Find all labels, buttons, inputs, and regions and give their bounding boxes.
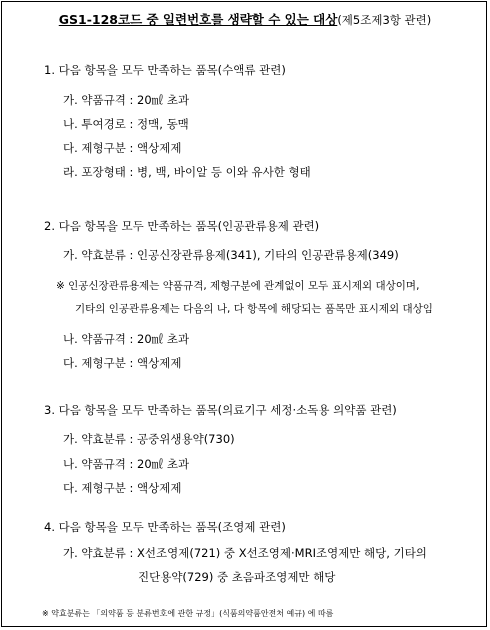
page-title: [0, 10, 490, 28]
section-2-item-a: 가. 약효분류 : 인공신장관류용제(341), 기타의 인공관류용제(349): [63, 248, 399, 262]
section-1-item-b: 나. 투여경로 : 정맥, 동맥: [63, 117, 189, 131]
section-2-heading: 2. 다음 항목을 모두 만족하는 품목(인공관류용제 관련): [44, 219, 320, 233]
title-emphasis: GS1-128코드 중 일련번호를 생략할 수 있는 대상: [58, 12, 338, 27]
section-4-heading: 4. 다음 항목을 모두 만족하는 품목(조영제 관련): [44, 520, 286, 534]
section-2-item-b: 나. 약품규격 : 20㎖ 초과: [63, 332, 190, 346]
section-1-item-c: 다. 제형구분 : 액상제제: [63, 141, 182, 155]
section-1-heading: 1. 다음 항목을 모두 만족하는 품목(수액류 관련): [44, 63, 286, 77]
section-1-item-a: 가. 약품규격 : 20㎖ 초과: [63, 93, 190, 107]
footnote: ※ 약효분류는 「의약품 등 분류번호에 관한 규정」(식품의약품안전처 예규) 에 따름: [42, 609, 334, 618]
section-2-item-c: 다. 제형구분 : 액상제제: [63, 356, 182, 370]
section-1-item-d: 라. 포장형태 : 병, 백, 바이알 등 이와 유사한 형태: [63, 165, 311, 179]
section-4-item-a-line-1: 가. 약효분류 : X선조영제(721) 중 X선조영제·MRI조영제만 해당, 기타의: [63, 546, 427, 560]
section-2-note-line-2: 기타의 인공관류용제는 다음의 나, 다 항목에 해당되는 품목만 표시제외 대상임: [75, 303, 433, 315]
section-3-item-b: 나. 약품규격 : 20㎖ 초과: [63, 457, 190, 471]
section-3-item-a: 가. 약효분류 : 공중위생용약(730): [63, 432, 235, 446]
section-4-item-a-line-2: 진단용약(729) 중 초음파조영제만 해당: [138, 570, 336, 584]
section-2-note-line-1: ※ 인공신장관류용제는 약품규격, 제형구분에 관계없이 모두 표시제외 대상이며,: [56, 280, 420, 292]
section-3-heading: 3. 다음 항목을 모두 만족하는 품목(의료기구 세정·소독용 의약품 관련): [44, 403, 397, 417]
title-suffix: (제5조제3항 관련): [337, 13, 432, 27]
section-3-item-c: 다. 제형구분 : 액상제제: [63, 481, 182, 495]
